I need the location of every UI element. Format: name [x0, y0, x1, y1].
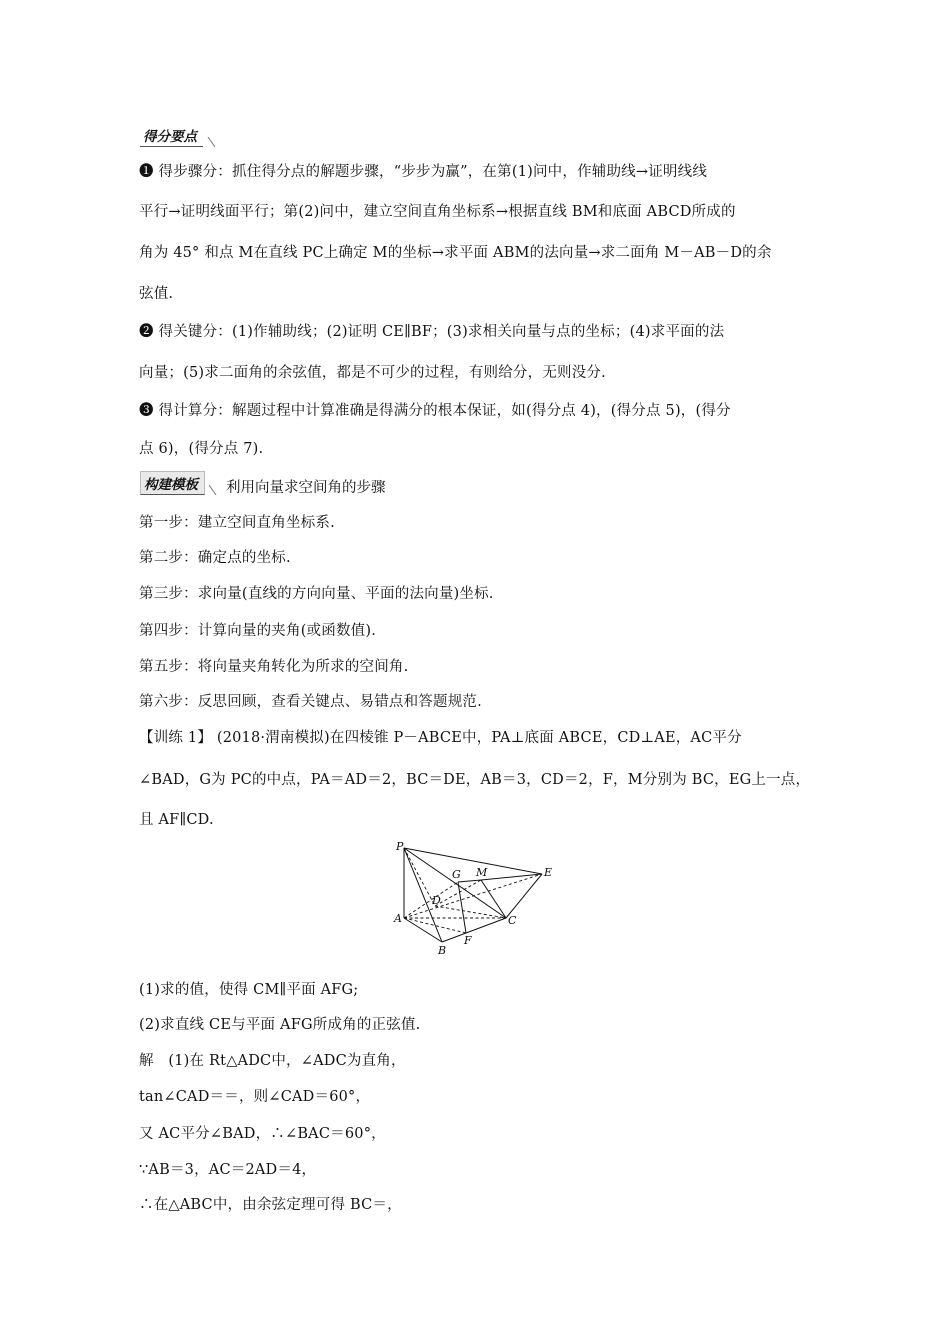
edge-GM	[458, 880, 481, 882]
label-M: M	[476, 866, 488, 879]
solution-line: ∵AB＝3，AC＝2AD＝4，	[139, 1162, 317, 1178]
score-points-badge: 得分要点	[140, 124, 203, 147]
step-line: 第四步：计算向量的夹角(或函数值).	[139, 623, 377, 639]
step-line: 第二步：确定点的坐标.	[139, 550, 291, 566]
step-line: 第六步：反思回顾，查看关键点、易错点和答题规范.	[139, 694, 482, 710]
solution-line: 解 (1)在 Rt△ADC中，∠ADC为直角，	[139, 1053, 406, 1069]
text-line: 向量；(5)求二面角的余弦值，都是不可少的过程，有则给分，无则没分.	[139, 365, 606, 381]
problem-line: ∠BAD，G为 PC的中点，PA＝AD＝2，BC＝DE，AB＝3，CD＝2，F，M分别为 BC，EG上一点，	[139, 772, 811, 788]
step-line: 第三步：求向量(直线的方向向量、平面的法向量)坐标.	[139, 586, 494, 602]
problem-line: 且 AF∥CD.	[139, 812, 214, 828]
pyramid-figure	[390, 838, 560, 960]
text-line: ❶ 得步骤分：抓住得分点的解题步骤，“步步为赢”，在第(1)问中，作辅助线→证明线线	[139, 164, 708, 180]
label-A: A	[394, 912, 402, 925]
solution-line: tan∠CAD＝＝，则∠CAD＝60°，	[139, 1089, 371, 1105]
edge-AG	[404, 882, 458, 918]
pyramid-diagram	[390, 838, 560, 960]
label-D: D	[432, 894, 441, 907]
solution-line: 又 AC平分∠BAD，∴∠BAC＝60°，	[139, 1126, 386, 1142]
text-line: ❸ 得计算分：解题过程中计算准确是得满分的根本保证，如(得分点 4)，(得分点 5)，(得分	[139, 403, 731, 419]
step-line: 第一步：建立空间直角坐标系.	[139, 515, 335, 531]
text-line: ❷ 得关键分：(1)作辅助线；(2)证明 CE∥BF；(3)求相关向量与点的坐标；(4)求平面的法	[139, 324, 725, 340]
text-line: 点 6)，(得分点 7).	[139, 441, 264, 457]
label-F: F	[464, 934, 472, 947]
question-line: (1)求的值，使得 CM∥平面 AFG;	[139, 982, 359, 998]
text-line: 弦值.	[139, 286, 174, 302]
edge-MC	[481, 880, 506, 918]
problem-line: 【训练 1】 (2018·渭南模拟)在四棱锥 P－ABCE中，PA⊥底面 ABCE，CD⊥AE，AC平分	[139, 730, 742, 746]
edge-BC	[442, 918, 506, 942]
solution-line: ∴在△ABC中，由余弦定理可得 BC＝，	[139, 1197, 402, 1213]
label-B: B	[438, 944, 447, 957]
question-line: (2)求直线 CE与平面 AFG所成角的正弦值.	[139, 1017, 421, 1033]
edge-ME	[481, 874, 542, 880]
step-line: 第五步：将向量夹角转化为所求的空间角.	[139, 659, 409, 675]
template-title: 利用向量求空间角的步骤	[226, 480, 386, 496]
label-E: E	[544, 866, 553, 879]
label-G: G	[452, 868, 461, 881]
edge-PD	[404, 848, 435, 906]
text-line: 角为 45° 和点 M在直线 PC上确定 M的坐标→求平面 ABM的法向量→求二面角 M－AB－D的余	[139, 245, 772, 261]
edge-AB	[404, 918, 442, 942]
edge-CE	[506, 874, 542, 918]
edge-PE	[404, 848, 542, 874]
build-template-badge: 构建模板	[140, 471, 205, 495]
label-P: P	[396, 840, 404, 853]
label-C: C	[508, 914, 517, 927]
edge-DC	[435, 906, 506, 918]
text-line: 平行→证明线面平行；第(2)问中，建立空间直角坐标系→根据直线 BM和底面 ABCD所成的	[139, 204, 736, 220]
